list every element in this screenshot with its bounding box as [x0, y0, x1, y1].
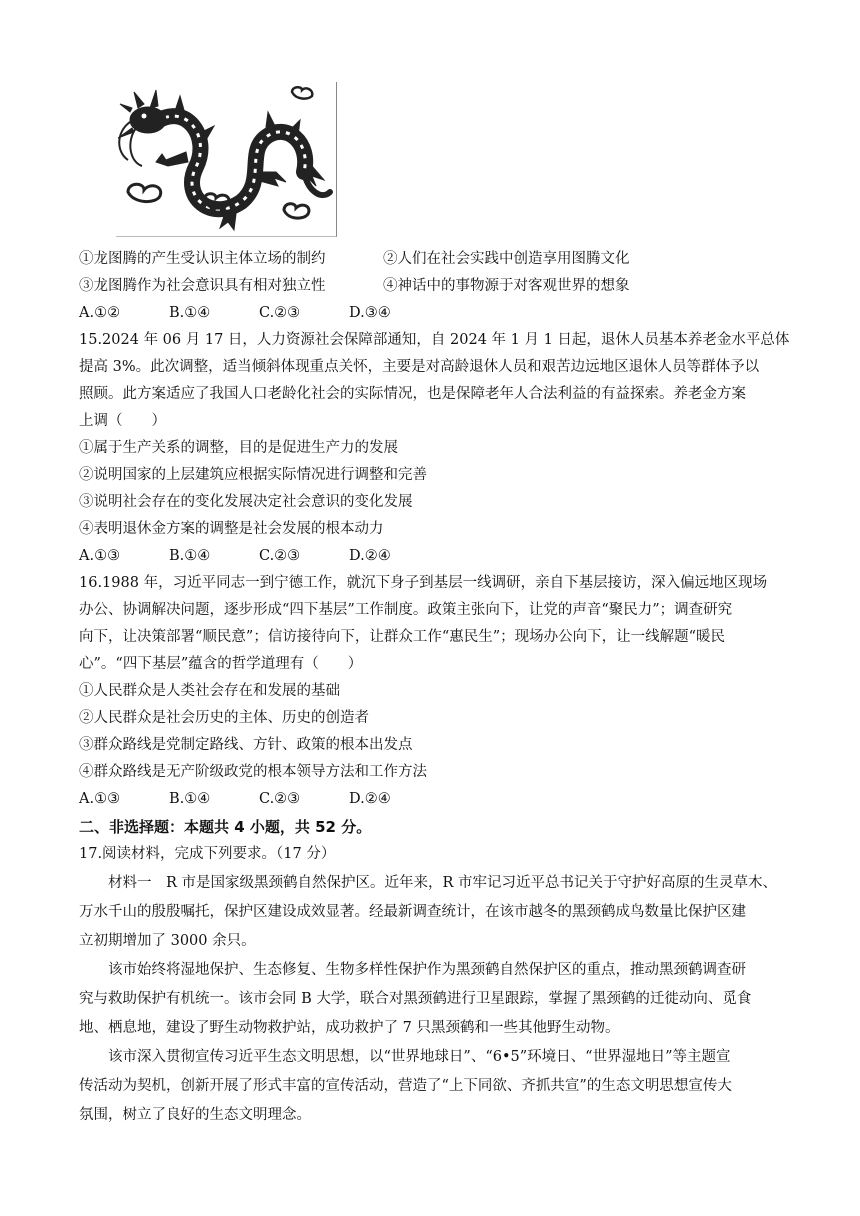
q14-choice-c[interactable]: C.②③ — [259, 305, 301, 321]
q15-stem-line-4: 上调（ ） — [79, 413, 166, 429]
q16-stem-line-3: 向下，让决策部署“顺民意”；信访接待向下，让群众工作“惠民生”；现场办公向下，让一线解题“暖民 — [79, 629, 726, 645]
q17-material-p3-line-2: 传活动为契机，创新开展了形式丰富的宣传活动，营造了“上下同欲、齐抓共宣”的生态文明思想宣传大 — [79, 1078, 732, 1094]
q16-option-2: ②人民群众是社会历史的主体、历史的创造者 — [79, 710, 369, 726]
q15-option-3: ③说明社会存在的变化发展决定社会意识的变化发展 — [79, 494, 413, 510]
q14-option-1: ①龙图腾的产生受认识主体立场的制约 — [79, 251, 326, 267]
q15-choice-b[interactable]: B.①④ — [169, 548, 211, 564]
q15-option-1: ①属于生产关系的调整，目的是促进生产力的发展 — [79, 440, 398, 456]
q15-choice-c[interactable]: C.②③ — [259, 548, 301, 564]
q16-stem-line-4: 心”。“四下基层”蕴含的哲学道理有（ ） — [79, 656, 363, 672]
q14-choices — [79, 303, 439, 323]
q17-material-p3-line-1: 该市深入贯彻宣传习近平生态文明思想，以“世界地球日”、“6•5”环境日、“世界湿地日”等主题宣 — [108, 1049, 731, 1065]
q14-choice-a[interactable]: A.①② — [79, 305, 121, 321]
q16-choice-b[interactable]: B.①④ — [169, 791, 211, 807]
dragon-totem-image — [116, 82, 337, 237]
q17-material-p1-line-3: 立初期增加了 3000 余只。 — [79, 933, 256, 949]
q16-option-1: ①人民群众是人类社会存在和发展的基础 — [79, 683, 340, 699]
q14-choice-d[interactable]: D.③④ — [349, 305, 391, 321]
q15-stem-line-3: 照顾。此方案适应了我国人口老龄化社会的实际情况，也是保障老年人合法利益的有益探索。养老金方案 — [79, 386, 746, 402]
q15-choice-a[interactable]: A.①③ — [79, 548, 121, 564]
q15-option-4: ④表明退休金方案的调整是社会发展的根本动力 — [79, 521, 384, 537]
q16-stem-line-2: 办公、协调解决问题，逐步形成“四下基层”工作制度。政策主张向下，让党的声音“聚民力”；调查研究 — [79, 602, 733, 618]
q14-option-2: ②人们在社会实践中创造享用图腾文化 — [383, 251, 630, 267]
q16-option-4: ④群众路线是无产阶级政党的根本领导方法和工作方法 — [79, 764, 427, 780]
section-heading: 二、非选择题：本题共 4 小题，共 52 分。 — [79, 818, 372, 836]
q14-option-4: ④神话中的事物源于对客观世界的想象 — [383, 278, 630, 294]
q15-choice-d[interactable]: D.②④ — [349, 548, 391, 564]
q17-material-p2-line-2: 究与救助保护有机统一。该市会同 B 大学，联合对黑颈鹤进行卫星跟踪，掌握了黑颈鹤的迁徙动向、觅食 — [79, 991, 752, 1007]
q14-choice-b[interactable]: B.①④ — [169, 305, 211, 321]
q17-material-p2-line-1: 该市始终将湿地保护、生态修复、生物多样性保护作为黑颈鹤自然保护区的重点，推动黑颈鹤调查研 — [108, 962, 746, 978]
q16-choice-c[interactable]: C.②③ — [259, 791, 301, 807]
q16-choice-d[interactable]: D.②④ — [349, 791, 391, 807]
q17-material-p1-line-2: 万水千山的殷殷嘱托，保护区建设成效显著。经最新调查统计，在该市越冬的黑颈鹤成鸟数量比保护区建 — [79, 904, 746, 920]
q14-option-3: ③龙图腾作为社会意识具有相对独立性 — [79, 278, 326, 294]
q16-choice-a[interactable]: A.①③ — [79, 791, 121, 807]
q17-material-p1-line-1: 材料一 R 市是国家级黑颈鹤自然保护区。近年来，R 市牢记习近平总书记关于守护好高原的生灵草木、 — [108, 875, 778, 891]
q15-stem-line-1: 15.2024 年 06 月 17 日，人力资源社会保障部通知，自 2024 年 1 月 1 日起，退休人员基本养老金水平总体 — [79, 332, 790, 348]
q17-material-p3-line-3: 氛围，树立了良好的生态文明理念。 — [79, 1107, 311, 1123]
q16-option-3: ③群众路线是党制定路线、方针、政策的根本出发点 — [79, 737, 413, 753]
q15-stem-line-2: 提高 3%。此次调整，适当倾斜体现重点关怀，主要是对高龄退休人员和艰苦边远地区退休人员等群体予以 — [79, 359, 760, 375]
q16-stem-line-1: 16.1988 年，习近平同志一到宁德工作，就沉下身子到基层一线调研，亲自下基层接访，深入偏远地区现场 — [79, 575, 768, 591]
dragon-icon — [116, 82, 336, 236]
q15-option-2: ②说明国家的上层建筑应根据实际情况进行调整和完善 — [79, 467, 427, 483]
q15-choices — [79, 546, 439, 566]
q17-material-p2-line-3: 地、栖息地，建设了野生动物救护站，成功救护了 7 只黑颈鹤和一些其他野生动物。 — [79, 1020, 620, 1036]
q16-choices — [79, 789, 439, 809]
q17-title: 17.阅读材料，完成下列要求。（17 分） — [79, 846, 336, 862]
